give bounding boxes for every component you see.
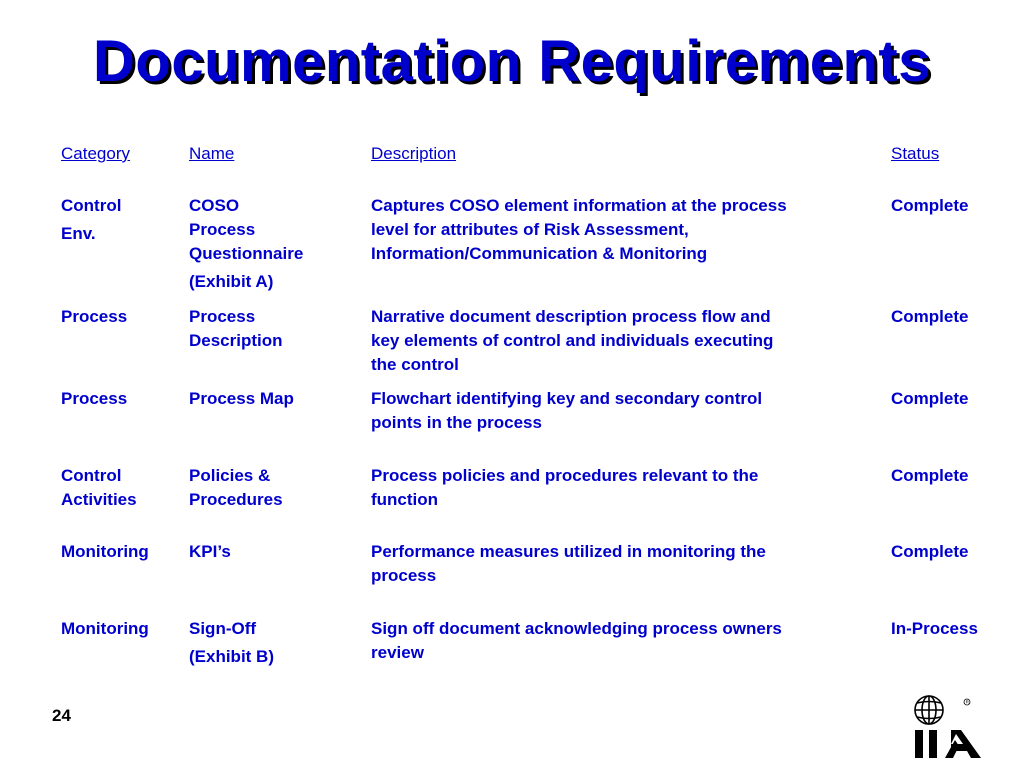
category-line: Control: [61, 466, 122, 485]
table-row-2-description: [371, 305, 876, 377]
table-row-2-name: [189, 305, 359, 353]
table-row-4-status: Complete: [891, 466, 969, 485]
table-row-3-category: [61, 387, 181, 411]
svg-text:R: R: [965, 699, 969, 705]
header-name: Name: [189, 144, 235, 163]
category-line: Process: [61, 389, 128, 408]
table-row-1-name: [189, 194, 359, 294]
table-row-3-description: [371, 387, 876, 435]
iia-letters: [915, 730, 981, 758]
name-line: Process: [189, 220, 256, 239]
globe-icon: [915, 696, 943, 724]
table-row-2-category: [61, 305, 181, 329]
table-row-3-status: Complete: [891, 389, 969, 408]
table-row-5-status: Complete: [891, 542, 969, 561]
table-row-1-description: [371, 194, 876, 266]
description-line: Information/Communication & Monitoring: [371, 244, 708, 263]
name-line: Description: [189, 331, 283, 350]
table-row-1-category: [61, 194, 181, 246]
name-line: Process: [189, 307, 256, 326]
description-line: points in the process: [371, 413, 542, 432]
header-status: Status: [891, 144, 940, 163]
table-row-6-description: [371, 617, 876, 665]
name-line: Questionnaire: [189, 244, 304, 263]
description-line: process: [371, 566, 437, 585]
table-row-5-name: [189, 540, 359, 564]
category-line: Monitoring: [61, 619, 149, 638]
description-line: the control: [371, 355, 459, 374]
table-row-4-description: [371, 464, 876, 512]
iia-logo: [905, 692, 997, 762]
table-row-4-category: [61, 464, 181, 512]
registered-mark-icon: [964, 699, 970, 705]
table-row-1-status: Complete: [891, 196, 969, 215]
category-line: Env.: [61, 224, 96, 243]
description-line: level for attributes of Risk Assessment,: [371, 220, 689, 239]
header-category: Category: [61, 144, 130, 163]
table-row-2-status: Complete: [891, 307, 969, 326]
name-line: (Exhibit A): [189, 272, 274, 291]
description-line: key elements of control and individuals executing: [371, 331, 774, 350]
table-row-5-description: [371, 540, 876, 588]
description-line: Captures COSO element information at the process: [371, 196, 787, 215]
table-row-6-status: In-Process: [891, 619, 978, 638]
table-row-4-name: [189, 464, 359, 512]
description-line: Performance measures utilized in monitoring the: [371, 542, 766, 561]
description-line: function: [371, 490, 439, 509]
table-row-6-name: [189, 617, 359, 669]
table-row-3-name: [189, 387, 359, 411]
name-line: KPI’s: [189, 542, 231, 561]
category-line: Monitoring: [61, 542, 149, 561]
description-line: Flowchart identifying key and secondary control: [371, 389, 763, 408]
name-line: COSO: [189, 196, 240, 215]
header-description: Description: [371, 144, 457, 163]
description-line: Sign off document acknowledging process owners: [371, 619, 782, 638]
slide-title: Documentation Requirements: [93, 29, 931, 94]
name-line: Procedures: [189, 490, 283, 509]
page-number: 24: [52, 706, 71, 725]
table-row-5-category: [61, 540, 181, 564]
description-line: Process policies and procedures relevant to the: [371, 466, 759, 485]
name-line: Sign-Off: [189, 619, 257, 638]
name-line: Process Map: [189, 389, 294, 408]
category-line: Activities: [61, 490, 137, 509]
description-line: Narrative document description process flow and: [371, 307, 771, 326]
name-line: (Exhibit B): [189, 647, 274, 666]
category-line: Process: [61, 307, 128, 326]
name-line: Policies &: [189, 466, 271, 485]
category-line: Control: [61, 196, 122, 215]
description-line: review: [371, 643, 424, 662]
table-row-6-category: [61, 617, 181, 641]
